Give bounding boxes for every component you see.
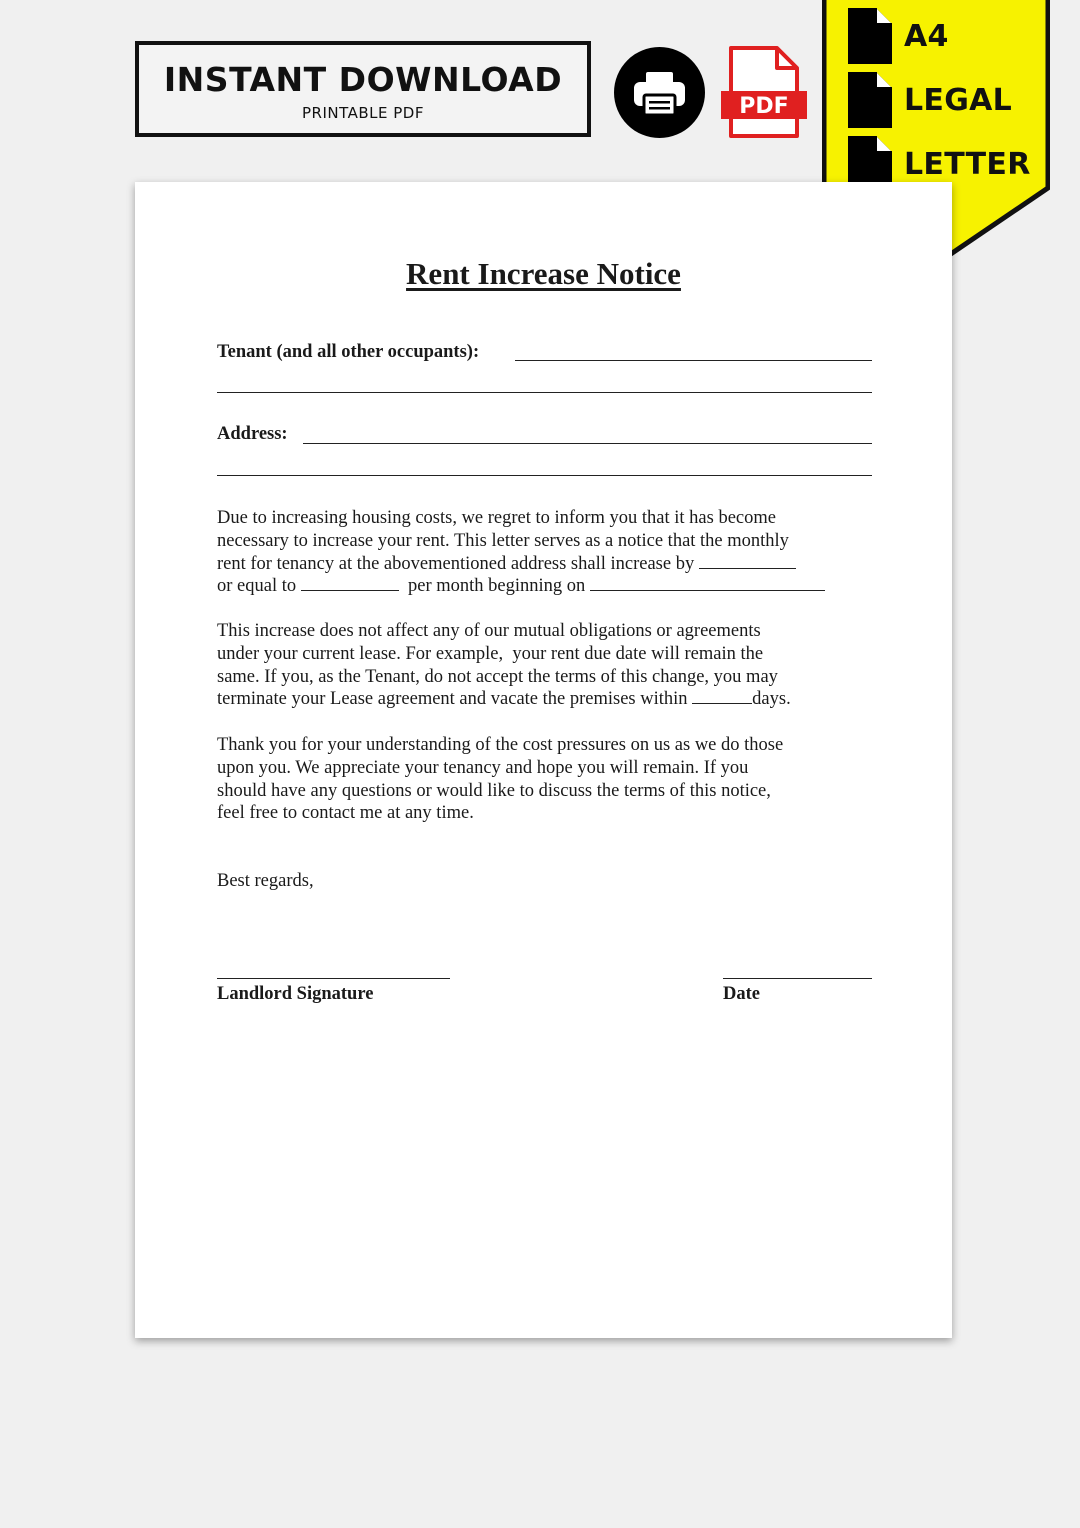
text-line: feel free to contact me at any time. — [217, 803, 474, 824]
start-date-blank[interactable] — [590, 576, 825, 591]
text-line: Due to increasing housing costs, we regret to inform you that it has become — [217, 508, 776, 528]
document-title: Rent Increase Notice — [406, 256, 681, 291]
text-line: necessary to increase your rent. This letter serves as a notice that the monthly — [217, 530, 789, 551]
paragraph-1 — [217, 507, 877, 598]
signature-line[interactable] — [217, 978, 450, 979]
format-legal — [848, 72, 1012, 128]
document-page — [135, 182, 952, 1338]
text-line: Thank you for your understanding of the cost pressures on us as we do those — [217, 735, 784, 755]
printer-icon — [614, 47, 705, 138]
format-label: LETTER — [904, 146, 1031, 182]
address-line-2[interactable] — [217, 475, 872, 476]
increase-amount-blank[interactable] — [699, 554, 796, 569]
text-line: This increase does not affect any of our mutual obligations or agreements — [217, 621, 761, 641]
text-line: should have any questions or would like to discuss the terms of this notice, — [217, 780, 771, 801]
address-label: Address: — [217, 424, 288, 444]
signature-label: Landlord Signature — [217, 984, 374, 1004]
instant-download-banner — [135, 41, 591, 137]
new-rent-blank[interactable] — [301, 576, 399, 591]
text-line: or equal to — [217, 576, 297, 597]
banner-subtitle: PRINTABLE PDF — [302, 104, 424, 122]
text-line: terminate your Lease agreement and vacate the premises within — [217, 689, 688, 710]
address-line-1[interactable] — [303, 443, 872, 444]
format-label: LEGAL — [904, 82, 1013, 118]
text-line: rent for tenancy at the abovementioned address shall increase by — [217, 553, 695, 574]
date-line[interactable] — [723, 978, 872, 979]
text-line: days. — [752, 689, 791, 710]
tenant-label: Tenant (and all other occupants): — [217, 342, 480, 362]
format-a4 — [848, 8, 949, 64]
text-line: same. If you, as the Tenant, do not accept the terms of this change, you may — [217, 666, 778, 687]
file-icon — [848, 72, 892, 128]
text-line: per month beginning on — [408, 576, 586, 597]
tenant-line-2[interactable] — [217, 392, 872, 393]
days-blank[interactable] — [692, 689, 752, 704]
banner-title: INSTANT DOWNLOAD — [163, 60, 563, 99]
file-icon — [848, 8, 892, 64]
paragraph-2 — [217, 620, 877, 711]
tenant-line-1[interactable] — [515, 360, 872, 361]
closing: Best regards, — [217, 871, 314, 891]
text-line: under your current lease. For example, your rent due date will remain the — [217, 643, 764, 664]
format-label: A4 — [904, 18, 949, 54]
text-line: upon you. We appreciate your tenancy and hope you will remain. If you — [217, 757, 749, 778]
pdf-label: PDF — [739, 94, 789, 119]
paragraph-3 — [217, 734, 877, 825]
pdf-file-icon — [719, 45, 809, 144]
date-label: Date — [723, 984, 760, 1004]
